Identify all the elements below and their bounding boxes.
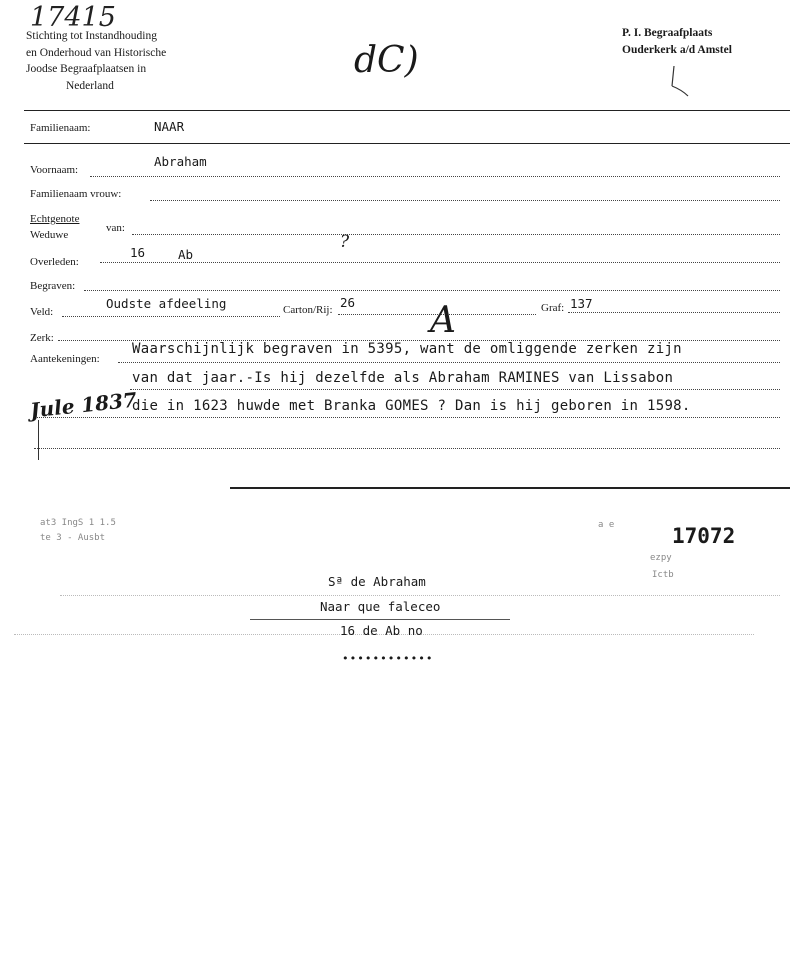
- lower-faint-left-1: at3 IngS 1 1.5: [40, 518, 116, 528]
- card-number: 17415: [30, 2, 116, 33]
- overleden-label: Overleden:: [30, 256, 79, 268]
- veld-value: Oudste afdeeling: [106, 296, 227, 311]
- voornaam-value: Abraham: [154, 154, 207, 169]
- graf-label: Graf:: [541, 302, 565, 314]
- weduwe-label: Weduwe: [30, 229, 69, 241]
- aantekeningen-dots-2: [130, 389, 780, 390]
- familienaam-rule: [24, 143, 790, 144]
- lower-line-1: Sª de Abraham: [328, 574, 426, 589]
- top-rule: [24, 110, 790, 111]
- familienaam-label: Familienaam:: [30, 122, 91, 134]
- side-note-stroke: [38, 420, 39, 460]
- veld-label: Veld:: [30, 306, 54, 318]
- familienaam-vrouw-label: Familienaam vrouw:: [30, 188, 122, 200]
- aantekeningen-line-2: van dat jaar.-Is hij dezelfde als Abraham RAMINES van Lissabon: [132, 370, 674, 386]
- carton-value: 26: [340, 295, 356, 310]
- voornaam-dots: [90, 176, 780, 177]
- overleden-day: 16: [130, 245, 146, 260]
- lower-faint-right-2: ezpy: [650, 553, 672, 563]
- cemetery-header: [622, 25, 732, 59]
- begraven-label: Begraven:: [30, 280, 76, 292]
- lower-card-number: 17072: [672, 524, 736, 548]
- card-bottom-rule: [230, 487, 790, 489]
- handwritten-tick-mark: [668, 64, 698, 98]
- org-line-2: en Onderhoud van Historische: [26, 46, 167, 59]
- grave-letter-handwritten: A: [430, 300, 456, 341]
- lower-dots-1: [60, 595, 780, 596]
- cemetery-line-2: Ouderkerk a/d Amstel: [622, 44, 732, 56]
- begraven-dots: [84, 290, 780, 291]
- question-mark-handwritten: ?: [340, 232, 350, 252]
- org-line-4: Nederland: [66, 79, 114, 92]
- graf-dots: [568, 312, 780, 313]
- aantekeningen-dots-3: [34, 417, 780, 418]
- aantekeningen-label: Aantekeningen:: [30, 353, 100, 365]
- van-label: van:: [106, 222, 125, 234]
- side-note-handwritten: Jule 1837: [29, 387, 138, 423]
- van-dots: [132, 234, 780, 235]
- lower-line-2: Naar que faleceo: [320, 599, 441, 614]
- familienaam-value: NAAR: [154, 119, 185, 134]
- lower-line-3: 16 de Ab no: [340, 623, 423, 638]
- aantekeningen-line-1: Waarschijnlijk begraven in 5395, want de omliggende zerken zijn: [132, 341, 682, 357]
- echtgenote-label: Echtgenote: [30, 213, 80, 225]
- aantekeningen-dots-4: [34, 448, 780, 449]
- top-center-mark: dC): [354, 40, 419, 81]
- lower-rule: [250, 619, 510, 620]
- carton-label: Carton/Rij:: [283, 304, 333, 316]
- familienaam-vrouw-dots: [150, 200, 780, 201]
- org-line-1: Stichting tot Instandhouding: [26, 30, 157, 42]
- org-line-3: Joodse Begraafplaatsen in: [26, 63, 147, 75]
- aantekeningen-line-3: die in 1623 huwde met Branka GOMES ? Dan is hij geboren in 1598.: [132, 398, 691, 414]
- lower-faint-right-1: a e: [598, 520, 615, 530]
- aantekeningen-dots-1: [118, 362, 780, 363]
- organization-header: [26, 28, 166, 94]
- overleden-dots: [100, 262, 780, 263]
- cemetery-line-1: P. I. Begraafplaats: [622, 27, 713, 39]
- graf-value: 137: [570, 296, 593, 311]
- zerk-label: Zerk:: [30, 332, 54, 344]
- voornaam-label: Voornaam:: [30, 164, 79, 176]
- overleden-month: Ab: [178, 247, 194, 262]
- lower-dots-row: ••••••••••••: [342, 652, 434, 665]
- lower-faint-left-2: te 3 - Ausbt: [40, 533, 106, 543]
- lower-faint-right-3: Ictb: [652, 570, 674, 580]
- veld-dots: [62, 316, 280, 317]
